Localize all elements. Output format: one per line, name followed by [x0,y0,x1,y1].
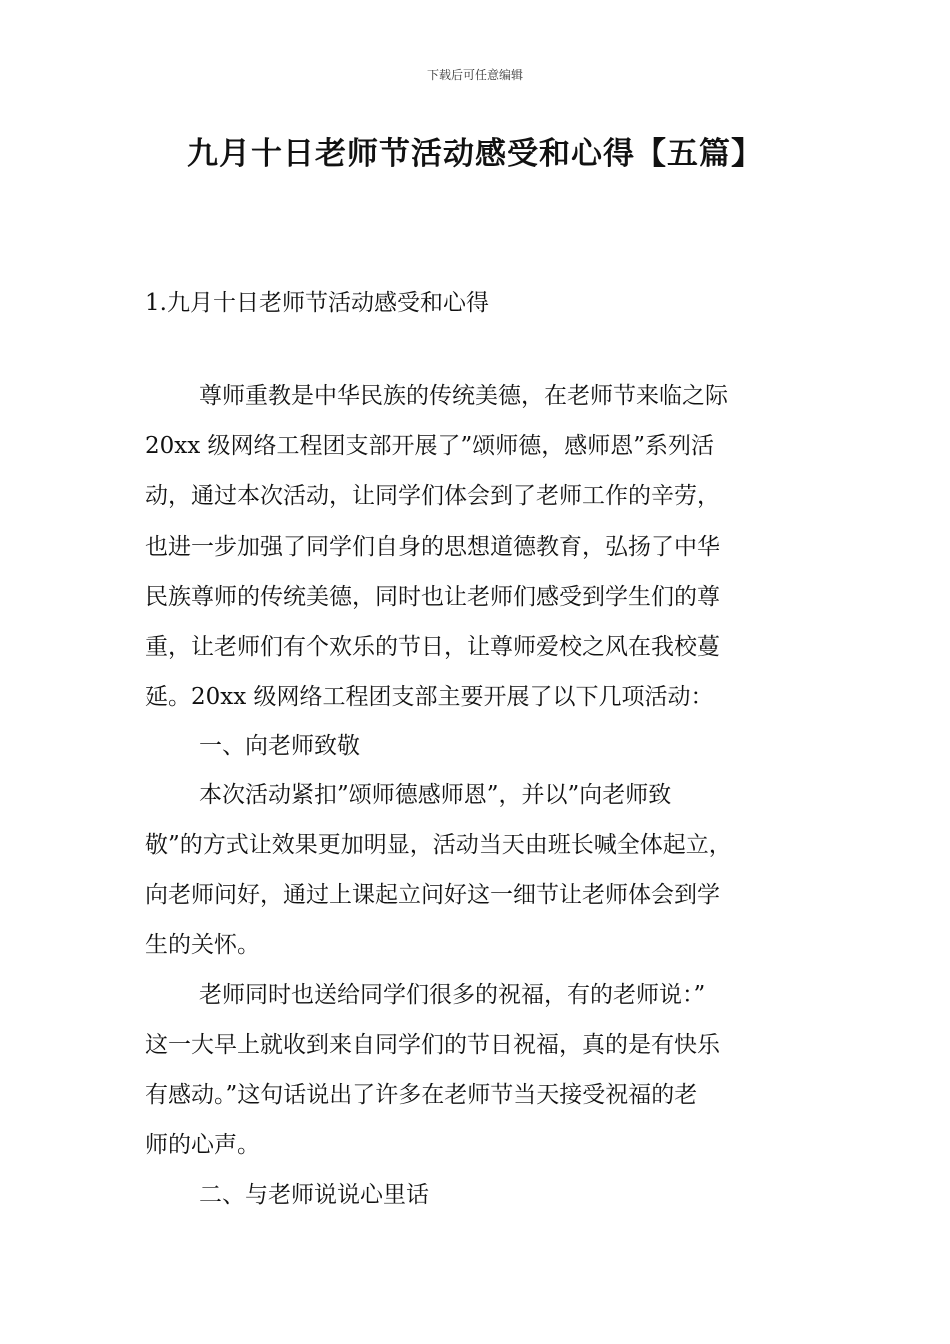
subheading-line: 一、向老师致敬 [199,733,360,759]
document-title: 九月十日老师节活动感受和心得【五篇】 [187,136,763,172]
paragraph-line: 延。20xx 级网络工程团支部主要开展了以下几项活动： [145,684,714,710]
paragraph-line: 这一大早上就收到来自同学们的节日祝福，真的是有快乐 [145,1032,720,1058]
paragraph-line: 也进一步加强了同学们自身的思想道德教育，弘扬了中华 [145,534,720,560]
paragraph-line: 老师同时也送给同学们很多的祝福，有的老师说：” [199,982,706,1008]
paragraph-line: 有感动。”这句话说出了许多在老师节当天接受祝福的老 [145,1082,698,1108]
paragraph-line: 本次活动紧扣”颂师德感师恩”，并以”向老师致 [199,782,672,808]
paragraph-line: 尊师重教是中华民族的传统美德，在老师节来临之际 [199,383,728,409]
paragraph-line: 重，让老师们有个欢乐的节日，让尊师爱校之风在我校蔓 [145,634,720,660]
paragraph-line: 20xx 级网络工程团支部开展了”颂师德，感师恩”系列活 [145,433,715,459]
paragraph-line: 敬”的方式让效果更加明显，活动当天由班长喊全体起立， [145,832,732,858]
paragraph-line: 向老师问好，通过上课起立问好这一细节让老师体会到学 [145,882,720,908]
paragraph-line: 动，通过本次活动，让同学们体会到了老师工作的辛劳， [145,483,720,509]
paragraph-line: 生的关怀。 [145,932,260,958]
paragraph-line: 师的心声。 [145,1132,260,1158]
subheading-line: 二、与老师说说心里话 [199,1182,429,1208]
paragraph-line: 民族尊师的传统美德，同时也让老师们感受到学生们的尊 [145,584,720,610]
section-heading: 1.九月十日老师节活动感受和心得 [145,290,489,316]
page-header: 下载后可任意编辑 [426,68,523,82]
